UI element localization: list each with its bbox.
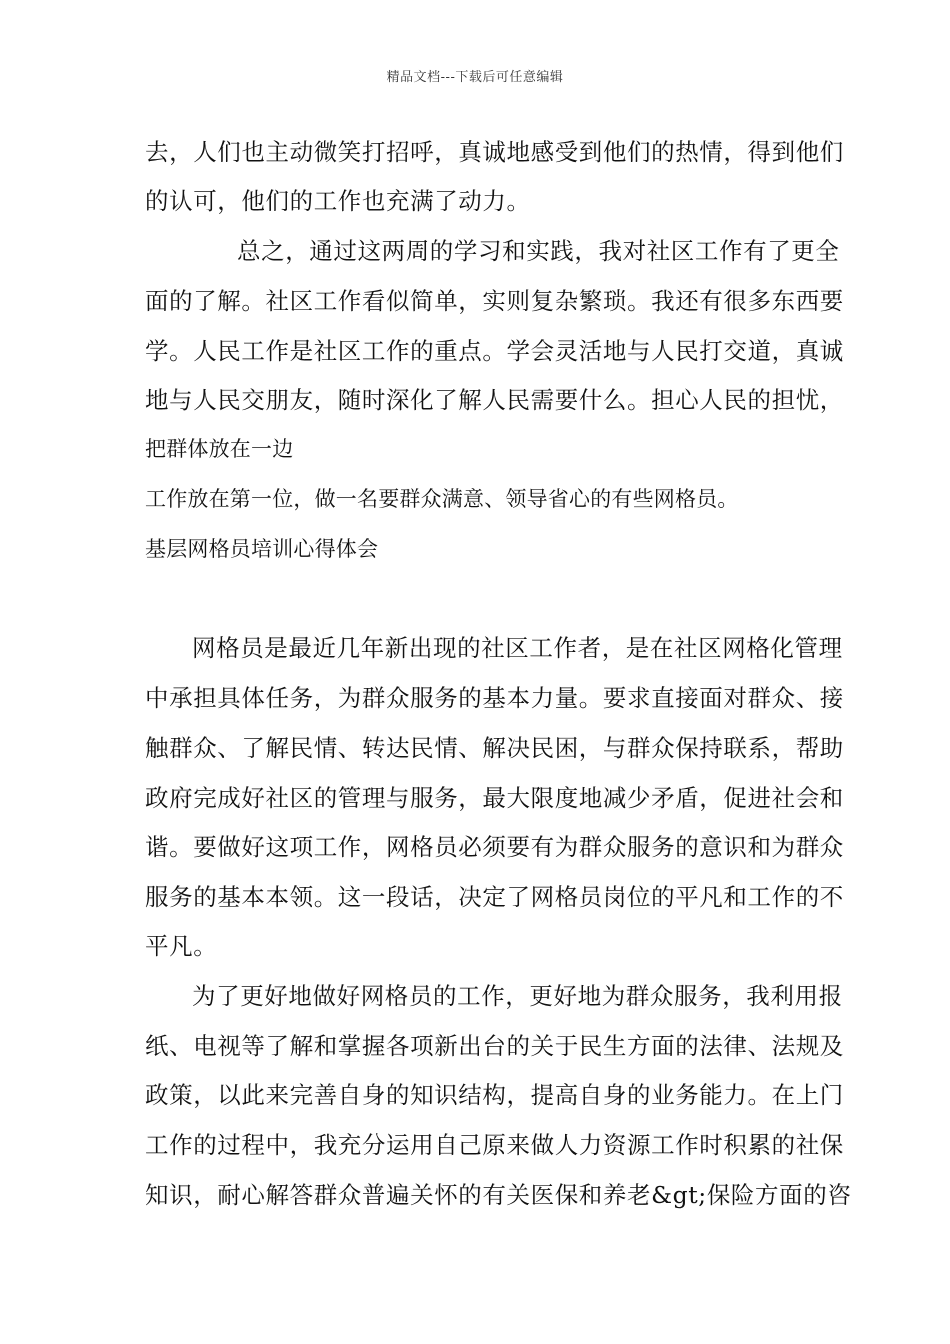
paragraph-first-line: 总之，通过这两周的学习和实践，我对社区工作有了更全 (237, 237, 840, 265)
text-line: 服务的基本本领。这一段话，决定了网格员岗位的平凡和工作的不 (145, 883, 844, 911)
text-line: 面的了解。社区工作看似简单，实则复杂繁琐。我还有很多东西要 (145, 287, 844, 315)
paragraph-first-line: 网格员是最近几年新出现的社区工作者，是在社区网格化管理 (192, 634, 843, 662)
section-title: 基层网格员培训心得体会 (145, 537, 379, 561)
paragraph-first-line: 为了更好地做好网格员的工作，更好地为群众服务，我利用报 (192, 982, 843, 1010)
text-line: 把群体放在一边 (145, 437, 294, 461)
text-line: 工作的过程中，我充分运用自己原来做人力资源工作时积累的社保 (145, 1131, 844, 1159)
text-line: 中承担具体任务，为群众服务的基本力量。要求直接面对群众、接 (145, 684, 844, 712)
text-line: 的认可，他们的工作也充满了动力。 (145, 187, 531, 215)
text-line: 去，人们也主动微笑打招呼，真诚地感受到他们的热情，得到他们 (145, 138, 844, 166)
text-line: 谐。要做好这项工作，网格员必须要有为群众服务的意识和为群众 (145, 833, 844, 861)
text-line: 触群众、了解民情、转达民情、解决民困，与群众保持联系，帮助 (145, 734, 844, 762)
text-line: 地与人民交朋友，随时深化了解人民需要什么。担心人民的担忧， (145, 386, 844, 414)
text-line: 工作放在第一位，做一名要群众满意、领导省心的有些网格员。 (145, 487, 739, 511)
text-line: 政府完成好社区的管理与服务，最大限度地减少矛盾，促进社会和 (145, 784, 844, 812)
text-line: 学。人民工作是社区工作的重点。学会灵活地与人民打交道，真诚 (145, 337, 844, 365)
text-line: 平凡。 (145, 932, 218, 960)
page-header: 精品文档---下载后可任意编辑 (386, 70, 564, 85)
text-line: 纸、电视等了解和掌握各项新出台的关于民生方面的法律、法规及 (145, 1032, 844, 1060)
text-line: 政策，以此来完善自身的知识结构，提高自身的业务能力。在上门 (145, 1081, 844, 1109)
text-line: 知识，耐心解答群众普遍关怀的有关医保和养老&gt;保险方面的咨 (145, 1181, 852, 1209)
